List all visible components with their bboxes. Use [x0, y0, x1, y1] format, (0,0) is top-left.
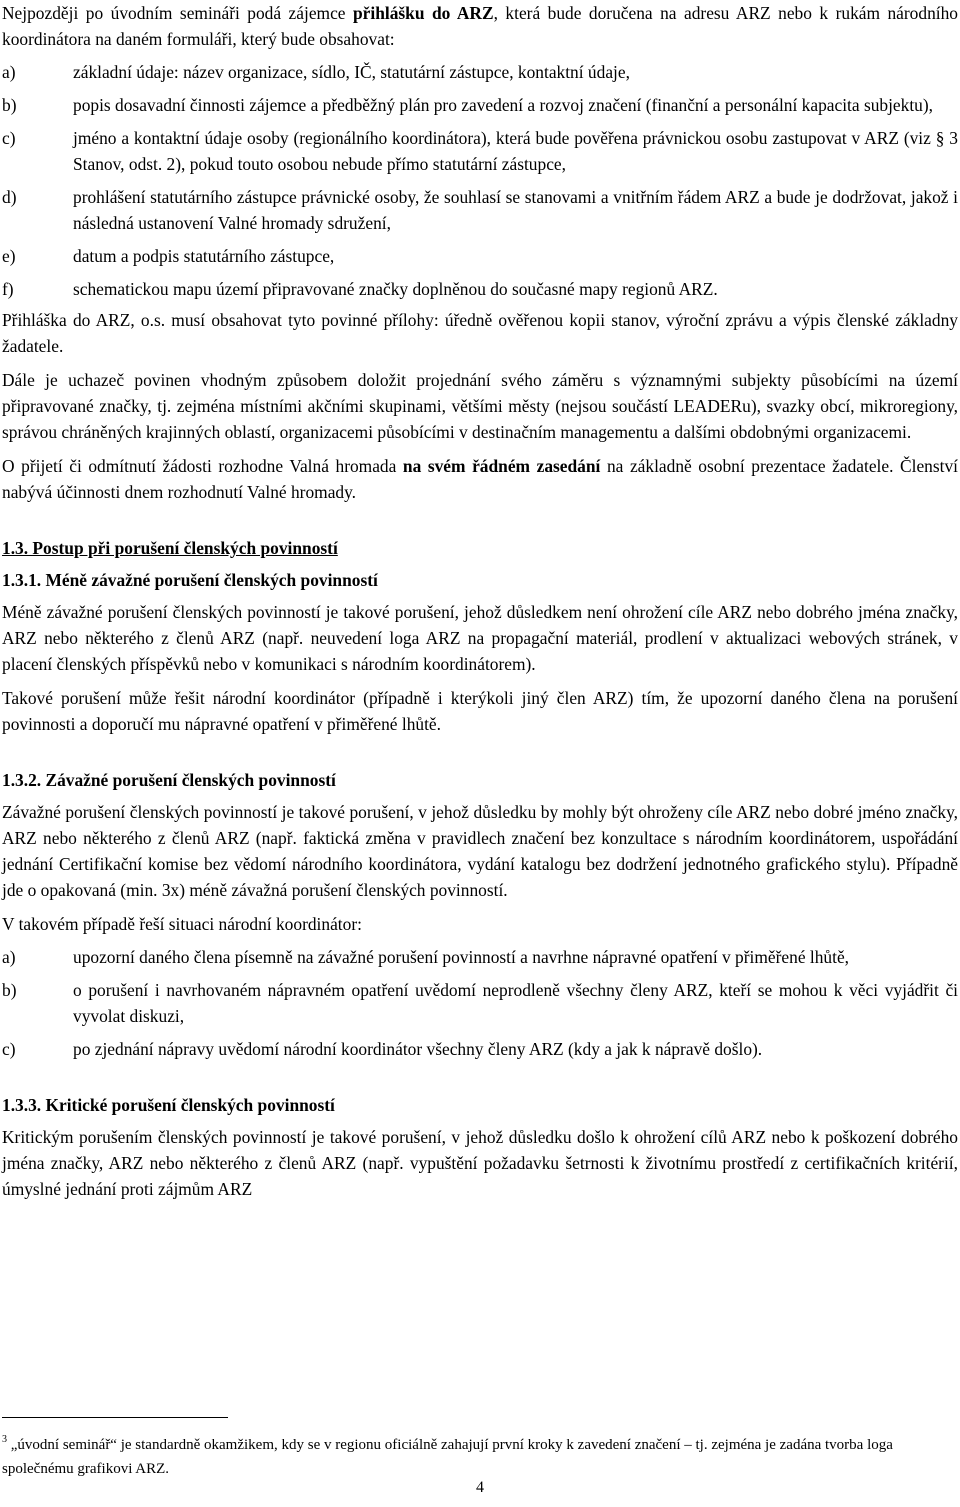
- list-item: [2, 59, 958, 85]
- applicant-paragraph: Dále je uchazeč povinen vhodným způsobem doložit projednání svého záměru s významnými subjekty působícími na území připravované značky, tj. zejména místními akčními skupinami, většími městy (nejsou součástí LEADERu), svazky obcí, mikroregiony, správou chráněných krajinných oblastí, organizacemi působícími v destinačním managementu a dalšími obdobnými organizacemi.: [2, 370, 958, 442]
- list-item-text: základní údaje: název organizace, sídlo, IČ, statutární zástupce, kontaktní údaje,: [73, 62, 630, 82]
- section-heading-1-3-1: 1.3.1. Méně závažné porušení členských povinností: [2, 570, 378, 590]
- section-heading-1-3-3: 1.3.3. Kritické porušení členských povinností: [2, 1095, 335, 1115]
- bold-phrase: přihlášku do ARZ: [352, 3, 494, 23]
- bold-phrase: na svém řádném zasedání: [402, 456, 601, 476]
- paragraph-131-2: Takové porušení může řešit národní koordinátor (případně i kterýkoli jiný člen ARZ) tím, že upozorní daného člena na porušení povinnosti a doporučí mu nápravné opatření v přiměřené lhůtě.: [2, 688, 958, 734]
- paragraph-133-1: Kritickým porušením členských povinností je takové porušení, v jehož důsledku došlo k ohrožení cílů ARZ nebo k poškození dobrého jména značky, ARZ nebo některého z členů ARZ (např. vypuštění požadavku šetrnosti k životnímu prostředí z certifikačních kritérií, úmyslné jednání proti zájmům ARZ: [2, 1127, 958, 1199]
- list-item-label: b): [2, 95, 17, 115]
- list-item-text: datum a podpis statutárního zástupce,: [73, 246, 335, 266]
- list-item-label: a): [2, 62, 16, 82]
- requirements-list: [2, 59, 958, 302]
- list-item-text: o porušení i navrhovaném nápravném opatření uvědomí neprodleně všechny členy ARZ, kteří se mohou k věci vyjádřit či vyvolat diskuzi,: [73, 980, 958, 1026]
- steps-list: [2, 944, 958, 1062]
- footnote-separator: [2, 1417, 228, 1418]
- list-item: [2, 276, 958, 302]
- list-item: [2, 944, 958, 970]
- paragraph-131-1: Méně závažné porušení členských povinností je takové porušení, jehož důsledkem není ohrožení cíle ARZ nebo dobrého jména značky, ARZ nebo některého z členů ARZ (např. neuvedení loga ARZ na propagační materiál, prodlení v aktualizaci webových stránek, v placení členských příspěvků nebo v komunikaci s národním koordinátorem).: [2, 602, 958, 674]
- list-item: [2, 243, 958, 269]
- attachments-paragraph: Přihláška do ARZ, o.s. musí obsahovat tyto povinné přílohy: úředně ověřenou kopii stanov, výroční zprávu a výpis členské základny žadatele.: [2, 310, 958, 356]
- list-item-text: popis dosavadní činnosti zájemce a předběžný plán pro zavedení a rozvoj značení (finanční a personální kapacita subjektu),: [73, 95, 934, 115]
- list-item-label: e): [2, 246, 16, 266]
- acceptance-paragraph: O přijetí či odmítnutí žádosti rozhodne Valná hromada na svém řádném zasedání na základně osobní prezentace žadatele. Členství nabývá účinnosti dnem rozhodnutí Valné hromady.: [2, 456, 958, 502]
- page-body: [2, 0, 958, 1202]
- intro-paragraph: Nejpozději po úvodním semináři podá zájemce přihlášku do ARZ, která bude doručena na adresu ARZ nebo k rukám národního koordinátora na daném formuláři, který bude obsahovat:: [2, 3, 958, 49]
- list-item-label: d): [2, 187, 17, 207]
- paragraph-132-1: Závažné porušení členských povinností je takové porušení, v jehož důsledku by mohly být ohroženy cíle ARZ nebo dobré jméno značky, ARZ nebo některého z členů ARZ (např. faktická změna v pravidlech značení bez konzultace s národním koordinátorem, uspořádání jednání Certifikační komise bez vědomí národního koordinátora, vydání katalogu bez dodržení jednotného grafického stylu). Případně jde o opakovaná (min. 3x) méně závažná porušení členských povinností.: [2, 802, 958, 900]
- page-number: 4: [476, 1479, 484, 1496]
- list-item: [2, 1036, 958, 1062]
- list-item-text: prohlášení statutárního zástupce právnické osoby, že souhlasí se stanovami a vnitřním řádem ARZ a bude je dodržovat, jakož i následná ustanovení Valné hromady sdružení,: [73, 187, 958, 233]
- list-item: [2, 125, 958, 177]
- list-item: [2, 92, 958, 118]
- list-item-label: c): [2, 1039, 16, 1059]
- list-item-label: f): [2, 279, 14, 299]
- list-item-label: c): [2, 128, 16, 148]
- list-item-label: b): [2, 980, 17, 1000]
- section-heading-1-3: 1.3. Postup při porušení členských povinností: [2, 538, 338, 558]
- list-item: [2, 977, 958, 1029]
- section-heading-1-3-2: 1.3.2. Závažné porušení členských povinností: [2, 770, 336, 790]
- list-item: [2, 184, 958, 236]
- list-item-text: po zjednání nápravy uvědomí národní koordinátor všechny členy ARZ (kdy a jak k nápravě došlo).: [73, 1039, 763, 1059]
- footnote-mark: 3: [2, 1434, 7, 1445]
- list-item-text: jméno a kontaktní údaje osoby (regionálního koordinátora), která bude pověřena právnickou osobu zastupovat v ARZ (viz § 3 Stanov, odst. 2), pokud touto osobou nebude přímo statutární zástupce,: [73, 128, 958, 174]
- footnote-text: „úvodní seminář“ je standardně okamžikem, kdy se v regionu oficiálně zahajují první kroky k zavedení značení – tj. zejména je zadána tvorba loga společnému grafikovi ARZ.: [2, 1437, 893, 1477]
- list-item-text: schematickou mapu území připravované značky doplněnou do současné mapy regionů ARZ.: [73, 279, 718, 299]
- paragraph-132-2: V takovém případě řeší situaci národní koordinátor:: [2, 914, 362, 934]
- list-item-text: upozorní daného člena písemně na závažné porušení povinností a navrhne nápravné opatření v přiměřené lhůtě,: [73, 947, 850, 967]
- list-item-label: a): [2, 947, 16, 967]
- footnote: [2, 1428, 958, 1481]
